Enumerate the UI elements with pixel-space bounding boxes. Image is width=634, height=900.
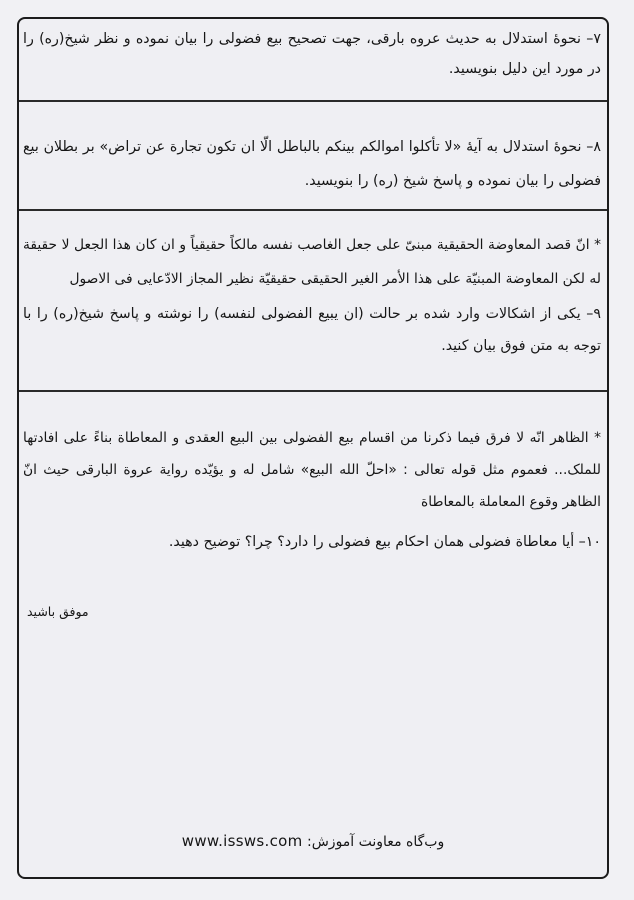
sign-off: موفق باشید (27, 604, 89, 619)
website-link[interactable]: www.issws.com (181, 832, 303, 850)
footer (19, 832, 607, 850)
question-9-text: ۹– یکی از اشکالات وارد شده بر حالت (ان یبیع الفضولی لنفسه) را نوشته و پاسخ شیخ(ره) را با توجه به متن فوق بیان کنید. (23, 306, 601, 354)
question-8-text: ۸– نحوهٔ استدلال به آیهٔ «لا تأکلوا اموالکم بینکم بالباطل الّا ان تکون تجارة عن تراض» بر بطلان بیع فضولی را بیان نموده و پاسخ شیخ (ره) را بنویسید. (23, 139, 601, 189)
question-7-text: ۷– نحوهٔ استدلال به حدیث عروه بارقی، جهت تصحیح بیع فضولی را بیان نموده و نظر شیخ(ره) را در مورد این دلیل بنویسید. (23, 31, 601, 77)
question-9-quote: * انّ قصد المعاوضة الحقیقیة مبنیّ علی جعل الغاصب نفسه مالکاً حقیقیاً و ان کان هذا الجعل لا حقیقة له لکن المعاوضة المبنیّة علی هذا الأمر الغیر الحقیقی حقیقیّة نظیر المجاز الادّعایی فی الاصول (23, 237, 601, 287)
question-8 (19, 130, 607, 198)
question-10-text: ۱۰– أیا معاطاة فضولی همان احکام بیع فضولی را دارد؟ چرا؟ توضیح دهید. (168, 534, 601, 550)
question-7 (19, 24, 607, 84)
exam-sheet-frame (17, 17, 609, 879)
question-10-quote: * الظاهر انّه لا فرق فیما ذکرنا من اقسام بیع الفضولی بین البیع العقدی و المعاطاة بناءً علی افادتها للملک... فعموم مثل قوله تعالی : «احلّ الله البیع» شامل له و یؤیّده روایة عروة البارقی حیث انّ الظاهر وقوع المعاملة بالمعاطاة (23, 430, 601, 510)
divider-2 (19, 209, 607, 211)
footer-label: وب‌گاه معاونت آموزش: (307, 834, 445, 850)
question-9 (19, 228, 607, 362)
question-10 (19, 422, 607, 558)
divider-3 (19, 390, 607, 392)
divider-1 (19, 100, 607, 102)
